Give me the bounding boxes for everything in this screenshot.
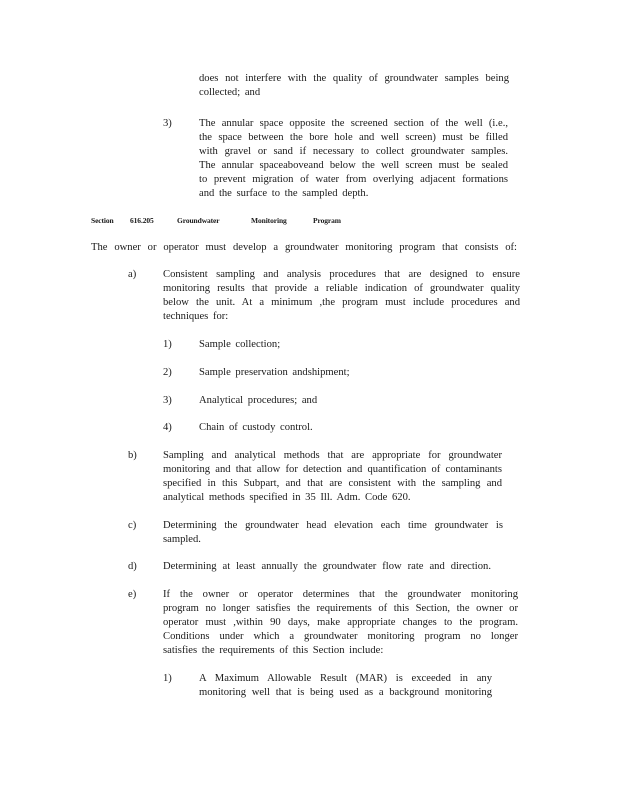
item-c-text xyxy=(163,519,503,547)
subitem-text: Chain of custody control. xyxy=(199,422,313,433)
text-line: monitoring well that is being used as a background monitoring xyxy=(199,687,492,698)
section-number: 616.205 xyxy=(130,216,154,225)
section-title-word: Groundwater xyxy=(177,216,220,225)
intro-paragraph: The owner or operator must develop a groundwater monitoring program that consists of: xyxy=(91,242,517,253)
text-line: program no longer satisfies the requirements of this Section, the owner or xyxy=(163,603,518,614)
text-line: techniques for: xyxy=(163,311,229,322)
subitem-marker: 1) xyxy=(163,339,172,350)
text-line: sampled. xyxy=(163,534,201,545)
section-title-word: Program xyxy=(313,216,341,225)
subitem-text xyxy=(199,672,492,700)
text-line: collected; and xyxy=(199,87,261,98)
subitem-marker: 3) xyxy=(163,395,172,406)
text-line: satisfies the requirements of this Section include: xyxy=(163,645,384,656)
subitem-marker: 2) xyxy=(163,367,172,378)
subitem-marker: 4) xyxy=(163,422,172,433)
item-d-marker: d) xyxy=(128,561,137,572)
subitem-text: Analytical procedures; and xyxy=(199,395,318,406)
item-b-text xyxy=(163,449,502,505)
item-b-marker: b) xyxy=(128,450,137,461)
text-line: Determining the groundwater head elevation each time groundwater is xyxy=(163,520,503,531)
text-line: If the owner or operator determines that the groundwater monitoring xyxy=(163,589,518,600)
section-label: Section xyxy=(91,216,114,225)
text-line: monitoring and that allow for detection and quantification of contaminants xyxy=(163,464,502,475)
text-line: Conditions under which a groundwater monitoring program no longer xyxy=(163,631,518,642)
text-line: operator must ,within 90 days, make appropriate changes to the program. xyxy=(163,617,518,628)
item-a-text xyxy=(163,268,520,324)
text-line: analytical methods specified in 35 Ill. Adm. Code 620. xyxy=(163,492,411,503)
item-e-marker: e) xyxy=(128,589,137,600)
text-line: Consistent sampling and analysis procedures that are designed to ensure xyxy=(163,269,520,280)
subitem-text: Sample preservation andshipment; xyxy=(199,367,350,378)
text-line: Determining at least annually the groundwater flow rate and direction. xyxy=(163,561,491,572)
subitem-marker: 1) xyxy=(163,673,172,684)
item-c-marker: c) xyxy=(128,520,137,531)
text-line: with gravel or sand if necessary to collect groundwater samples. xyxy=(199,146,508,157)
text-line: Sampling and analytical methods that are appropriate for groundwater xyxy=(163,450,502,461)
section-title-word: Monitoring xyxy=(251,216,287,225)
text-line: specified in this Subpart, and that are consistent with the sampling and xyxy=(163,478,502,489)
item-3-marker: 3) xyxy=(163,118,172,129)
text-line: The annular space opposite the screened section of the well (i.e., xyxy=(199,118,508,129)
text-line: does not interfere with the quality of groundwater samples being xyxy=(199,73,509,84)
item-d-text xyxy=(163,560,491,574)
text-line: to prevent migration of water from overlying adjacent formations xyxy=(199,174,508,185)
text-line: and the surface to the sampled depth. xyxy=(199,188,369,199)
text-line: below the unit. At a minimum ,the program must include procedures and xyxy=(163,297,520,308)
text-line: The annular spaceaboveand below the well screen must be sealed xyxy=(199,160,508,171)
text-line: the space between the bore hole and well screen) must be filled xyxy=(199,132,508,143)
item-a-marker: a) xyxy=(128,269,137,280)
item-e-text xyxy=(163,588,518,658)
item-3-text xyxy=(199,117,508,201)
text-line: A Maximum Allowable Result (MAR) is exceeded in any xyxy=(199,673,492,684)
text-line: monitoring results that provide a reliable indication of groundwater quality xyxy=(163,283,520,294)
continuation-text xyxy=(199,72,509,100)
subitem-text: Sample collection; xyxy=(199,339,281,350)
